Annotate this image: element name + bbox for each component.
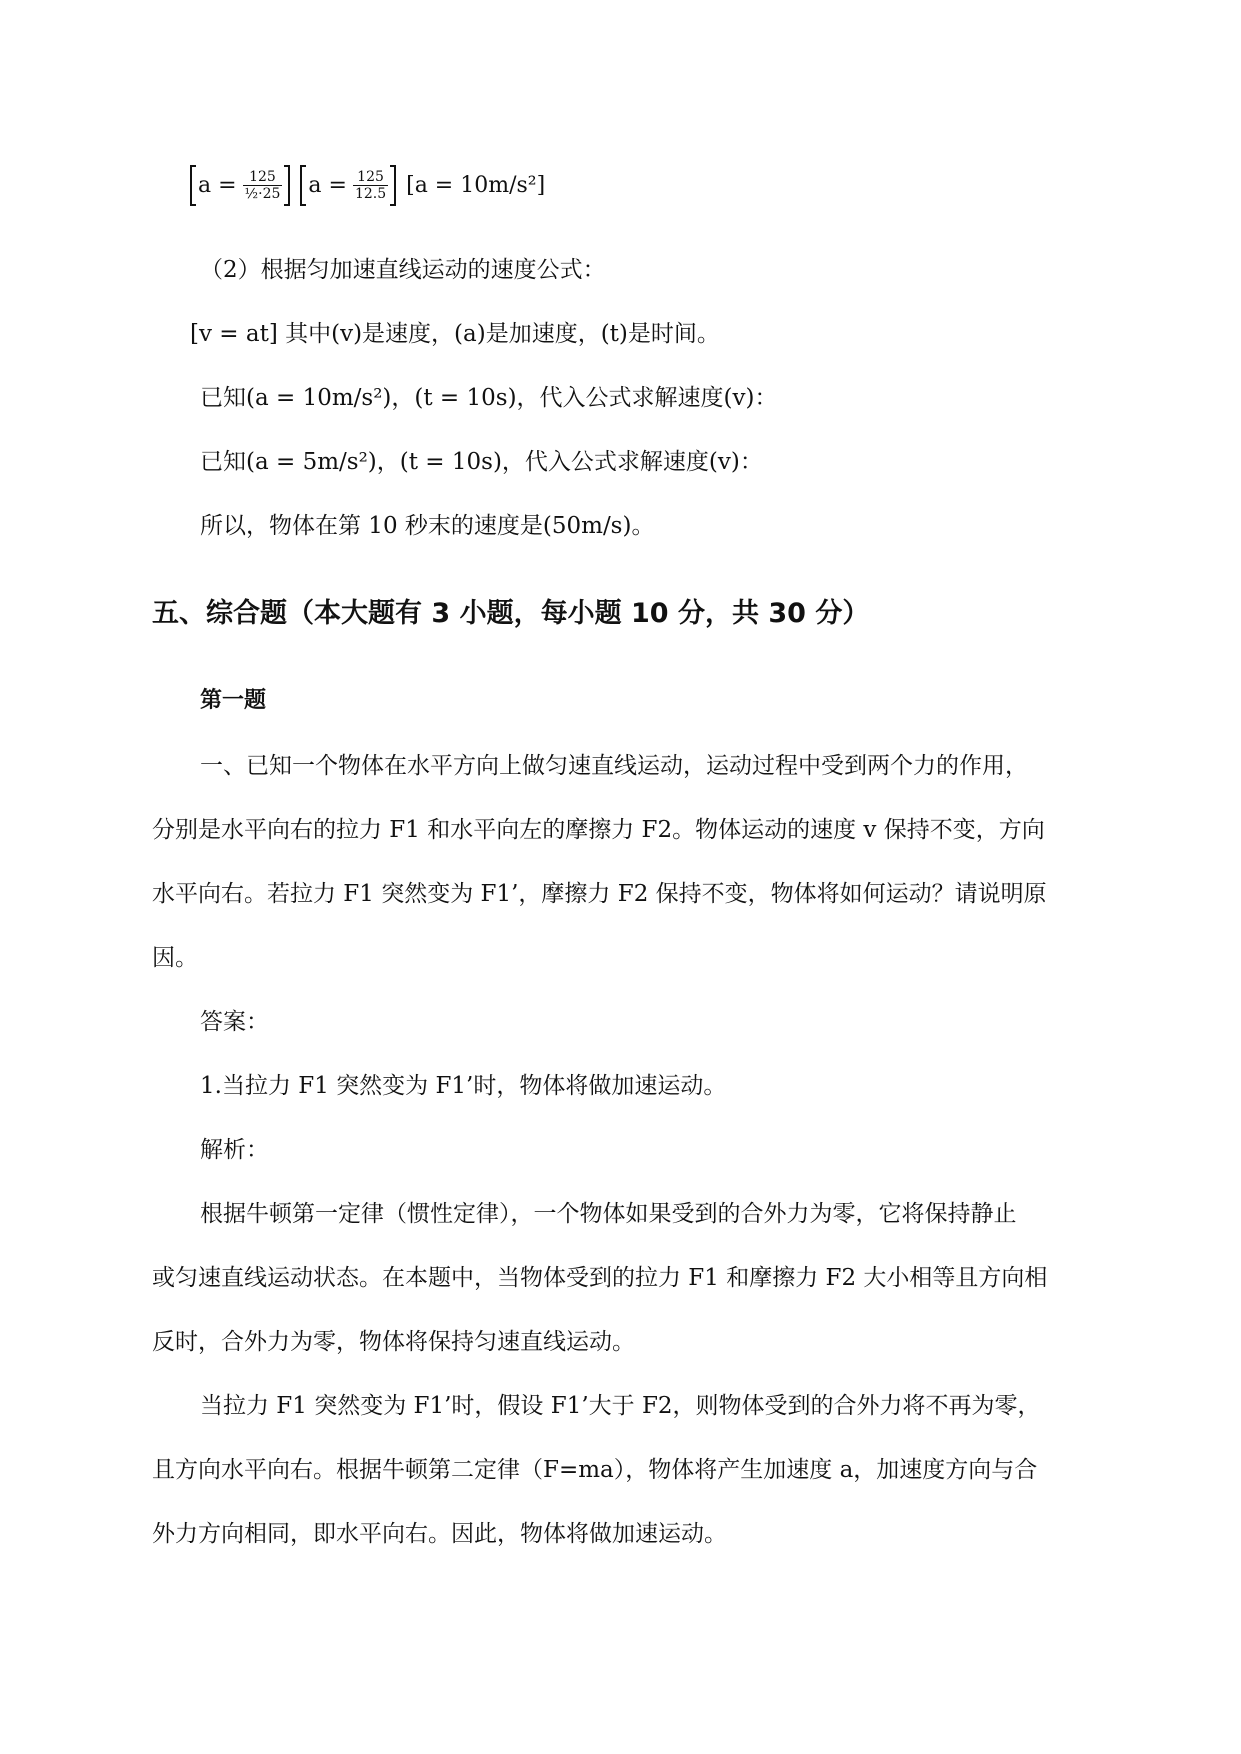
formula-row: [190, 150, 545, 220]
question-line-4: 因。: [152, 945, 198, 971]
formula-2-lhs: a =: [308, 172, 347, 198]
formula-1-numerator: 125: [249, 168, 276, 185]
formula-2-numerator: 125: [357, 168, 384, 185]
analysis-p1-line-1: 根据牛顿第一定律（惯性定律），一个物体如果受到的合外力为零，它将保持静止: [200, 1201, 1017, 1227]
formula-1-fraction: [243, 169, 283, 202]
analysis-label: 解析：: [200, 1137, 269, 1163]
answer-label: 答案：: [200, 1009, 269, 1035]
formula-2-fraction: [353, 169, 388, 202]
part2-formula-line: [v = at] 其中(v)是速度，(a)是加速度，(t)是时间。: [190, 321, 720, 347]
answer-text: 1.当拉力 F1 突然变为 F1’时，物体将做加速运动。: [200, 1073, 727, 1099]
analysis-p2-line-3: 外力方向相同，即水平向右。因此，物体将做加速运动。: [152, 1521, 727, 1547]
formula-2-denominator: 12.5: [354, 185, 387, 202]
part2-conclusion: 所以，物体在第 10 秒末的速度是(50m/s)。: [200, 513, 655, 539]
question-line-2: 分别是水平向右的拉力 F1 和水平向左的摩擦力 F2。物体运动的速度 v 保持不变，方向: [152, 817, 1045, 843]
formula-1-denominator: ½·25: [244, 185, 281, 202]
question-line-3: 水平向右。若拉力 F1 突然变为 F1’，摩擦力 F2 保持不变，物体将如何运动？请说明原: [152, 881, 1047, 907]
section-heading: 五、综合题（本大题有 3 小题，每小题 10 分，共 30 分）: [152, 598, 870, 629]
formula-1-lhs: a =: [198, 172, 237, 198]
part2-known-2: 已知(a = 5m/s²)，(t = 10s)，代入公式求解速度(v)：: [200, 449, 763, 475]
analysis-p1-line-2: 或匀速直线运动状态。在本题中，当物体受到的拉力 F1 和摩擦力 F2 大小相等且方向相: [152, 1265, 1048, 1291]
question-title: 第一题: [200, 688, 267, 713]
formula-1: [190, 165, 290, 206]
analysis-p2-line-1: 当拉力 F1 突然变为 F1’时，假设 F1’大于 F2，则物体受到的合外力将不再为零，: [200, 1393, 1041, 1419]
formula-3: [a = 10m/s²]: [406, 172, 546, 198]
analysis-p2-line-2: 且方向水平向右。根据牛顿第二定律（F=ma），物体将产生加速度 a，加速度方向与合: [152, 1457, 1038, 1483]
analysis-p1-line-3: 反时，合外力为零，物体将保持匀速直线运动。: [152, 1329, 635, 1355]
question-line-1: 一、已知一个物体在水平方向上做匀速直线运动，运动过程中受到两个力的作用，: [200, 753, 1028, 779]
formula-2: [300, 165, 396, 206]
part2-intro: （2）根据匀加速直线运动的速度公式：: [200, 257, 606, 283]
part2-known-1: 已知(a = 10m/s²)，(t = 10s)，代入公式求解速度(v)：: [200, 385, 778, 411]
